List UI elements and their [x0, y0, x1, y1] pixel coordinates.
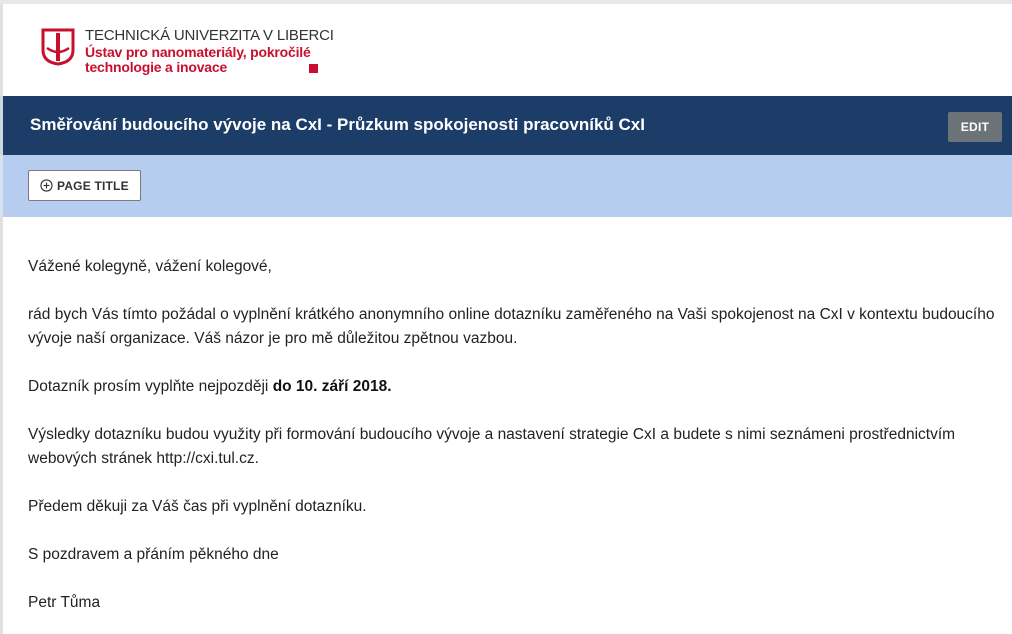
deadline-prefix: Dotazník prosím vyplňte nejpozději — [28, 378, 273, 395]
logo-text — [85, 26, 334, 77]
university-name: TECHNICKÁ UNIVERZITA V LIBERCI — [85, 27, 334, 44]
plus-circle-icon — [40, 179, 53, 192]
logo-header — [0, 4, 1012, 96]
deadline-text — [28, 375, 1003, 399]
greeting-text: Vážené kolegyně, vážení kolegové, — [28, 258, 272, 275]
institute-name-line2: technologie a inovace — [85, 59, 228, 75]
page-toolbar — [0, 155, 1012, 217]
signature-text: Petr Tůma — [28, 594, 101, 611]
logo-square-mark — [309, 64, 318, 73]
survey-description — [0, 217, 1012, 634]
deadline-date: do 10. září 2018. — [272, 378, 392, 395]
page-title-button[interactable] — [28, 170, 141, 201]
edit-button[interactable]: EDIT — [948, 112, 1002, 142]
results-text: Výsledky dotazníku budou využity při formování budoucího vývoje a nastavení strategie CxI a budete s nimi seznámeni prostřednictvím webových stránek http://cxi.tul.cz. — [28, 426, 956, 467]
institute-name-line1: Ústav pro nanomateriály, pokročilé — [85, 44, 311, 60]
regards-text: S pozdravem a přáním pěkného dne — [28, 546, 279, 563]
tul-logo-icon — [41, 28, 75, 66]
intro-text: rád bych Vás tímto požádal o vyplnění krátkého anonymního online dotazníku zaměřeného na Vaši spokojenost na CxI v kontextu budoucího vývoje naší organizace. Váš názor je pro mě důležitou zpětnou vazbou. — [28, 306, 995, 347]
survey-title-bar — [0, 96, 1012, 155]
thanks-text: Předem děkuji za Váš čas při vyplnění dotazníku. — [28, 498, 367, 515]
page-title-label: PAGE TITLE — [57, 178, 129, 193]
survey-title: Směřování budoucího vývoje na CxI - Průzkum spokojenosti pracovníků CxI — [30, 115, 645, 134]
